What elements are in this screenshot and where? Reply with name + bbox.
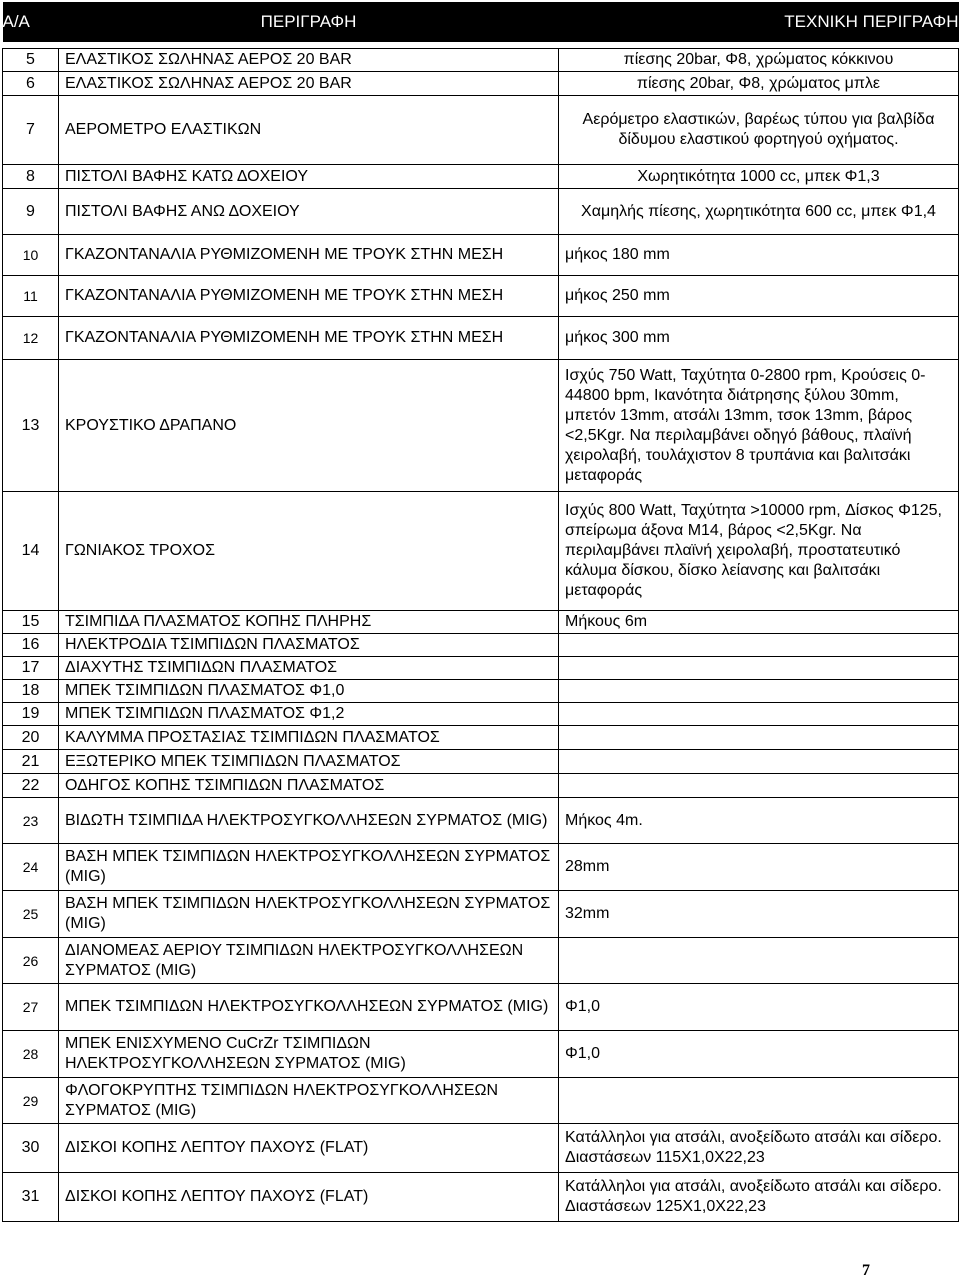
row-technical bbox=[559, 703, 959, 726]
table-row bbox=[3, 189, 959, 235]
table-row bbox=[3, 96, 959, 165]
row-description: ΜΠΕΚ ΕΝΙΣΧΥΜΕΝΟ CuCrZr ΤΣΙΜΠΙΔΩΝ ΗΛΕΚΤΡΟΣΥΓΚΟΛΛΗΣΕΩΝ ΣΥΡΜΑΤΟΣ (MIG) bbox=[59, 1031, 559, 1078]
table-row bbox=[3, 938, 959, 984]
row-num: 18 bbox=[3, 680, 59, 703]
row-num: 27 bbox=[3, 984, 59, 1031]
row-description: ΓΚΑΖΟΝΤΑΝΑΛΙΑ ΡΥΘΜΙΖΟΜΕΝΗ ΜΕ ΤΡΟΥΚ ΣΤΗΝ ΜΕΣΗ bbox=[59, 276, 559, 317]
row-num: 22 bbox=[3, 774, 59, 798]
row-num: 31 bbox=[3, 1173, 59, 1222]
table-row bbox=[3, 774, 959, 798]
row-technical bbox=[559, 1078, 959, 1124]
row-num: 5 bbox=[3, 49, 59, 72]
row-technical: πίεσης 20bar, Φ8, χρώματος μπλε bbox=[559, 72, 959, 96]
row-description: ΜΠΕΚ ΤΣΙΜΠΙΔΩΝ ΗΛΕΚΤΡΟΣΥΓΚΟΛΛΗΣΕΩΝ ΣΥΡΜΑΤΟΣ (MIG) bbox=[59, 984, 559, 1031]
row-description: ΒΑΣΗ ΜΠΕΚ ΤΣΙΜΠΙΔΩΝ ΗΛΕΚΤΡΟΣΥΓΚΟΛΛΗΣΕΩΝ ΣΥΡΜΑΤΟΣ (MIG) bbox=[59, 844, 559, 891]
row-description: ΒΑΣΗ ΜΠΕΚ ΤΣΙΜΠΙΔΩΝ ΗΛΕΚΤΡΟΣΥΓΚΟΛΛΗΣΕΩΝ ΣΥΡΜΑΤΟΣ (MIG) bbox=[59, 891, 559, 938]
row-technical: Κατάλληλοι για ατσάλι, ανοξείδωτο ατσάλι και σίδερο. Διαστάσεων 125Χ1,0Χ22,23 bbox=[559, 1173, 959, 1222]
row-description: ΓΚΑΖΟΝΤΑΝΑΛΙΑ ΡΥΘΜΙΖΟΜΕΝΗ ΜΕ ΤΡΟΥΚ ΣΤΗΝ ΜΕΣΗ bbox=[59, 317, 559, 360]
row-technical bbox=[559, 634, 959, 657]
table-row bbox=[3, 891, 959, 938]
row-num: 14 bbox=[3, 492, 59, 611]
table-row bbox=[3, 165, 959, 189]
table-row bbox=[3, 49, 959, 72]
table-row bbox=[3, 611, 959, 634]
row-description: ΟΔΗΓΟΣ ΚΟΠΗΣ ΤΣΙΜΠΙΔΩΝ ΠΛΑΣΜΑΤΟΣ bbox=[59, 774, 559, 798]
row-num: 23 bbox=[3, 798, 59, 844]
table-row bbox=[3, 1078, 959, 1124]
row-description: ΔΙΣΚΟΙ ΚΟΠΗΣ ΛΕΠΤΟΥ ΠΑΧΟΥΣ (FLAT) bbox=[59, 1173, 559, 1222]
row-description: ΠΙΣΤΟΛΙ ΒΑΦΗΣ ΚΑΤΩ ΔΟΧΕΙΟΥ bbox=[59, 165, 559, 189]
row-description: ΓΚΑΖΟΝΤΑΝΑΛΙΑ ΡΥΘΜΙΖΟΜΕΝΗ ΜΕ ΤΡΟΥΚ ΣΤΗΝ ΜΕΣΗ bbox=[59, 235, 559, 276]
row-technical bbox=[559, 750, 959, 774]
row-num: 29 bbox=[3, 1078, 59, 1124]
row-technical: Κατάλληλοι για ατσάλι, ανοξείδωτο ατσάλι και σίδερο. Διαστάσεων 115Χ1,0Χ22,23 bbox=[559, 1124, 959, 1173]
row-technical: Αερόμετρο ελαστικών, βαρέως τύπου για βαλβίδα δίδυμου ελαστικού φορτηγού οχήματος. bbox=[559, 96, 959, 165]
table-row bbox=[3, 726, 959, 750]
header-technical: ΤΕΧΝΙΚΗ ΠΕΡΙΓΡΑΦΗ bbox=[559, 2, 959, 42]
row-technical bbox=[559, 680, 959, 703]
row-description: ΠΙΣΤΟΛΙ ΒΑΦΗΣ ΑΝΩ ΔΟΧΕΙΟΥ bbox=[59, 189, 559, 235]
row-description: ΦΛΟΓΟΚΡΥΠΤΗΣ ΤΣΙΜΠΙΔΩΝ ΗΛΕΚΤΡΟΣΥΓΚΟΛΛΗΣΕΩΝ ΣΥΡΜΑΤΟΣ (MIG) bbox=[59, 1078, 559, 1124]
row-description: ΓΩΝΙΑΚΟΣ ΤΡΟΧΟΣ bbox=[59, 492, 559, 611]
page-number: 7 bbox=[862, 1262, 870, 1279]
header-description: ΠΕΡΙΓΡΑΦΗ bbox=[59, 2, 559, 42]
row-num: 25 bbox=[3, 891, 59, 938]
row-num: 13 bbox=[3, 360, 59, 492]
row-num: 7 bbox=[3, 96, 59, 165]
row-description: ΕΞΩΤΕΡΙΚΟ ΜΠΕΚ ΤΣΙΜΠΙΔΩΝ ΠΛΑΣΜΑΤΟΣ bbox=[59, 750, 559, 774]
table-header-row bbox=[3, 2, 959, 42]
row-num: 6 bbox=[3, 72, 59, 96]
row-technical: πίεσης 20bar, Φ8, χρώματος κόκκινου bbox=[559, 49, 959, 72]
row-technical bbox=[559, 774, 959, 798]
row-num: 26 bbox=[3, 938, 59, 984]
row-description: ΤΣΙΜΠΙΔΑ ΠΛΑΣΜΑΤΟΣ ΚΟΠΗΣ ΠΛΗΡΗΣ bbox=[59, 611, 559, 634]
row-technical: Μήκους 6m bbox=[559, 611, 959, 634]
table-row bbox=[3, 798, 959, 844]
row-description: ΔΙΑΧΥΤΗΣ ΤΣΙΜΠΙΔΩΝ ΠΛΑΣΜΑΤΟΣ bbox=[59, 657, 559, 680]
specification-table bbox=[2, 2, 959, 1222]
row-num: 8 bbox=[3, 165, 59, 189]
row-num: 20 bbox=[3, 726, 59, 750]
table-row bbox=[3, 1173, 959, 1222]
table-row bbox=[3, 703, 959, 726]
row-num: 21 bbox=[3, 750, 59, 774]
row-description: ΕΛΑΣΤΙΚΟΣ ΣΩΛΗΝΑΣ ΑΕΡΟΣ 20 BAR bbox=[59, 49, 559, 72]
row-technical: Φ1,0 bbox=[559, 984, 959, 1031]
row-description: ΗΛΕΚΤΡΟΔΙΑ ΤΣΙΜΠΙΔΩΝ ΠΛΑΣΜΑΤΟΣ bbox=[59, 634, 559, 657]
row-technical bbox=[559, 726, 959, 750]
row-technical: Ισχύς 800 Watt, Ταχύτητα >10000 rpm, Δίσκος Φ125, σπείρωμα άξονα Μ14, βάρος <2,5Kgr. Να περιλαμβάνει πλαϊνή χειρολαβή, προστατευτικό κάλυμα δίσκου, δίσκο λείανσης και βαλιτσάκι μεταφοράς bbox=[559, 492, 959, 611]
row-num: 16 bbox=[3, 634, 59, 657]
row-description: ΚΑΛΥΜΜΑ ΠΡΟΣΤΑΣΙΑΣ ΤΣΙΜΠΙΔΩΝ ΠΛΑΣΜΑΤΟΣ bbox=[59, 726, 559, 750]
row-description: ΜΠΕΚ ΤΣΙΜΠΙΔΩΝ ΠΛΑΣΜΑΤΟΣ Φ1,0 bbox=[59, 680, 559, 703]
table-row bbox=[3, 360, 959, 492]
row-technical bbox=[559, 657, 959, 680]
row-num: 15 bbox=[3, 611, 59, 634]
row-num: 19 bbox=[3, 703, 59, 726]
row-technical bbox=[559, 938, 959, 984]
table-row bbox=[3, 317, 959, 360]
row-technical: 32mm bbox=[559, 891, 959, 938]
row-technical: Χαμηλής πίεσης, χωρητικότητα 600 cc, μπεκ Φ1,4 bbox=[559, 189, 959, 235]
row-technical: Μήκος 4m. bbox=[559, 798, 959, 844]
row-technical: μήκος 300 mm bbox=[559, 317, 959, 360]
row-num: 17 bbox=[3, 657, 59, 680]
row-num: 24 bbox=[3, 844, 59, 891]
table-row bbox=[3, 634, 959, 657]
table-row bbox=[3, 844, 959, 891]
row-technical: Ισχύς 750 Watt, Ταχύτητα 0-2800 rpm, Κρούσεις 0-44800 bpm, Ικανότητα διάτρησης ξύλου 30mm, μπετόν 13mm, ατσάλι 13mm, τσοκ 13mm, βάρος <2,5Kgr. Να περιλαμβάνει οδηγό βάθους, πλαϊνή χειρολαβή, τουλάχιστον 8 τρυπάνια και βαλιτσάκι μεταφοράς bbox=[559, 360, 959, 492]
row-description: ΔΙΣΚΟΙ ΚΟΠΗΣ ΛΕΠΤΟΥ ΠΑΧΟΥΣ (FLAT) bbox=[59, 1124, 559, 1173]
row-description: ΚΡΟΥΣΤΙΚΟ ΔΡΑΠΑΝΟ bbox=[59, 360, 559, 492]
row-description: ΑΕΡΟΜΕΤΡΟ ΕΛΑΣΤΙΚΩΝ bbox=[59, 96, 559, 165]
row-technical: μήκος 180 mm bbox=[559, 235, 959, 276]
table-row bbox=[3, 1124, 959, 1173]
row-num: 30 bbox=[3, 1124, 59, 1173]
row-description: ΒΙΔΩΤΗ ΤΣΙΜΠΙΔΑ ΗΛΕΚΤΡΟΣΥΓΚΟΛΛΗΣΕΩΝ ΣΥΡΜΑΤΟΣ (MIG) bbox=[59, 798, 559, 844]
row-num: 12 bbox=[3, 317, 59, 360]
row-num: 10 bbox=[3, 235, 59, 276]
row-num: 11 bbox=[3, 276, 59, 317]
row-technical: Φ1,0 bbox=[559, 1031, 959, 1078]
table-row bbox=[3, 72, 959, 96]
table-row bbox=[3, 235, 959, 276]
row-technical: 28mm bbox=[559, 844, 959, 891]
row-num: 9 bbox=[3, 189, 59, 235]
table-row bbox=[3, 657, 959, 680]
table-row bbox=[3, 984, 959, 1031]
row-num: 28 bbox=[3, 1031, 59, 1078]
row-description: ΔΙΑΝΟΜΕΑΣ ΑΕΡΙΟΥ ΤΣΙΜΠΙΔΩΝ ΗΛΕΚΤΡΟΣΥΓΚΟΛΛΗΣΕΩΝ ΣΥΡΜΑΤΟΣ (MIG) bbox=[59, 938, 559, 984]
row-technical: Χωρητικότητα 1000 cc, μπεκ Φ1,3 bbox=[559, 165, 959, 189]
table-row bbox=[3, 1031, 959, 1078]
table-row bbox=[3, 492, 959, 611]
row-technical: μήκος 250 mm bbox=[559, 276, 959, 317]
table-row bbox=[3, 276, 959, 317]
row-description: ΜΠΕΚ ΤΣΙΜΠΙΔΩΝ ΠΛΑΣΜΑΤΟΣ Φ1,2 bbox=[59, 703, 559, 726]
table-row bbox=[3, 680, 959, 703]
row-description: ΕΛΑΣΤΙΚΟΣ ΣΩΛΗΝΑΣ ΑΕΡΟΣ 20 BAR bbox=[59, 72, 559, 96]
header-num: Α/Α bbox=[3, 2, 59, 42]
table-row bbox=[3, 750, 959, 774]
